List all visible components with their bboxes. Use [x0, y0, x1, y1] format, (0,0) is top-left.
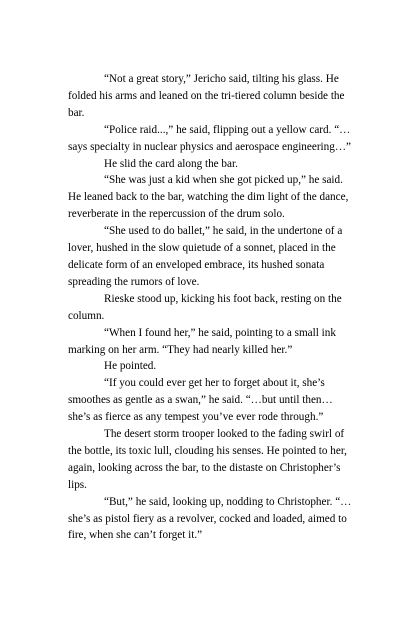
paragraph-7: “When I found her,” he said, pointing to a small ink marking on her arm. “They had nearly killed her.”: [68, 326, 336, 356]
paragraph-4: “She was just a kid when she got picked up,” he said. He leaned back to the bar, watching the dim light of the dance, reverberate in the repercussion of the drum solo.: [68, 174, 349, 221]
paragraph-8: He pointed.: [104, 360, 157, 373]
paragraph-1: “Not a great story,” Jericho said, tilting his glass. He folded his arms and leaned on the tri-tiered column beside the bar.: [68, 73, 345, 119]
body-text: [68, 71, 352, 544]
paragraph-5: “She used to do ballet,” he said, in the undertone of a lover, hushed in the slow quietude of a sonnet, placed in the delicate form of an enveloped embrace, its hushed sonata spreading the rumors of love.: [68, 225, 343, 288]
paragraph-10: The desert storm trooper looked to the fading swirl of the bottle, its toxic lull, clouding his senses. He pointed to her, again, looking across the bar, to the distaste on Christopher’s lips.: [68, 428, 347, 491]
paragraph-3: He slid the card along the bar.: [104, 157, 238, 170]
paragraph-9: “If you could ever get her to forget about it, she’s smoothes as gentle as a swan,” he said. “…but until then… she’s as fierce as any tempest you’ve ever rode through.”: [68, 377, 333, 424]
paragraph-11: “But,” he said, looking up, nodding to Christopher. “…she’s as pistol fiery as a revolver, cocked and loaded, aimed to fire, when she can’t forget it.”: [68, 495, 352, 542]
paragraph-6: Rieske stood up, kicking his foot back, resting on the column.: [68, 292, 342, 322]
paragraph-2: “Police raid...,” he said, flipping out a yellow card. “…says specialty in nuclear physics and aerospace engineering…”: [68, 123, 351, 153]
